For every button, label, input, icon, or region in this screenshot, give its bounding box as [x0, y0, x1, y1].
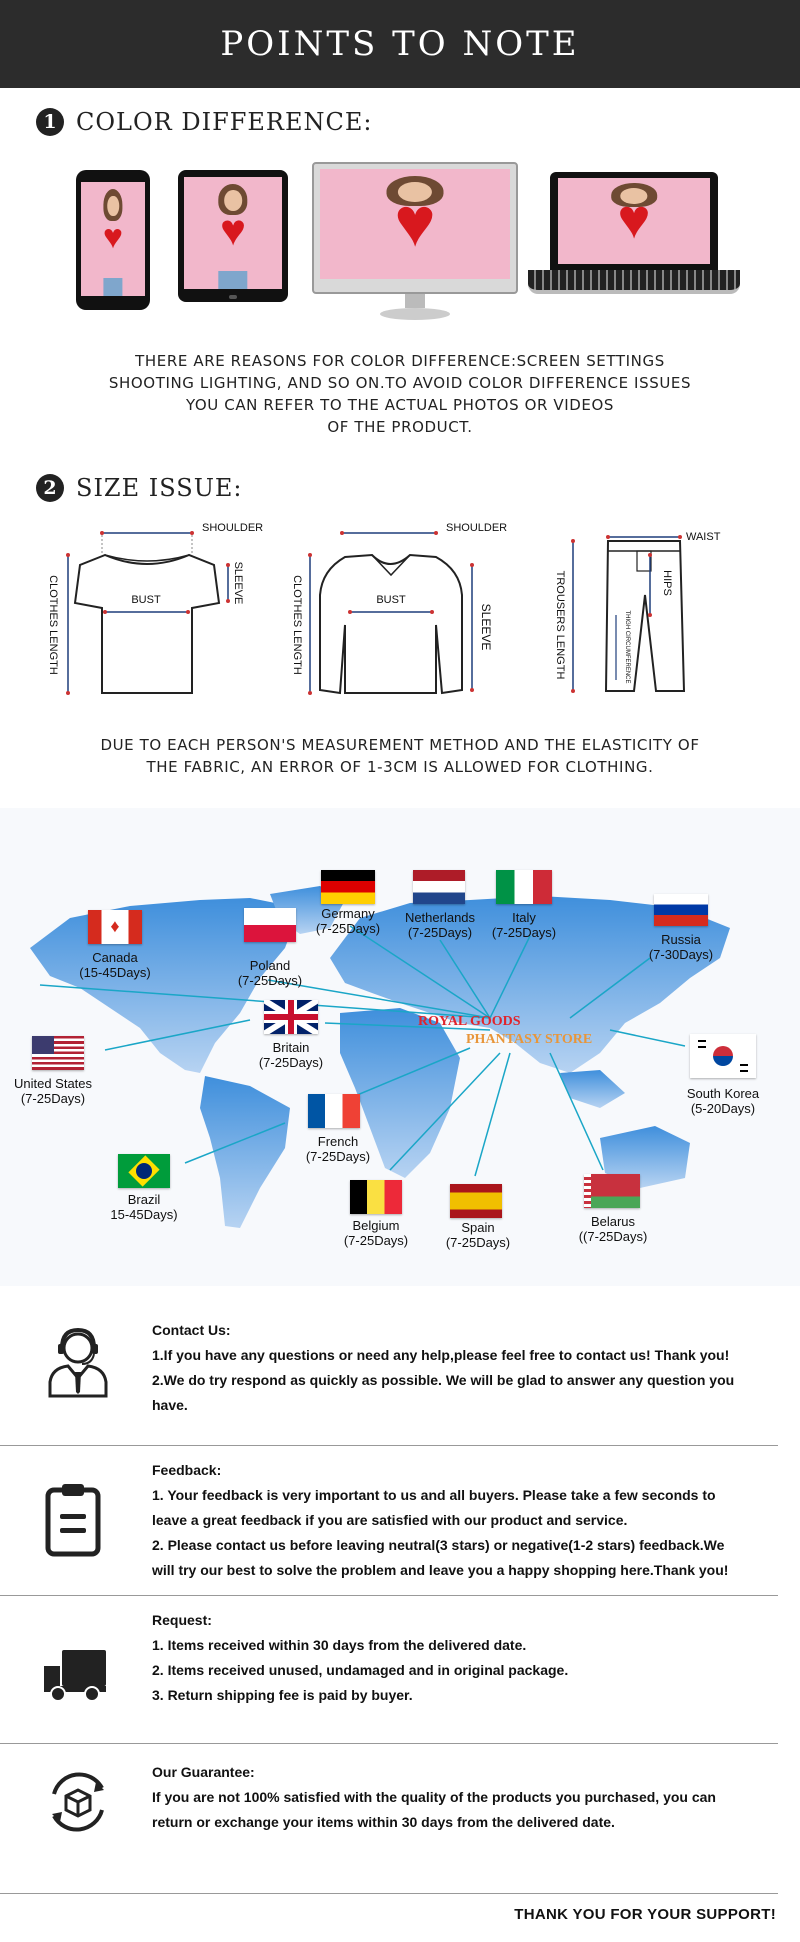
guarantee-line: return or exchange your items within 30 days from the delivered date. — [152, 1814, 615, 1830]
germany-flag — [321, 870, 375, 904]
sleeve-label: SLEEVE — [232, 561, 244, 605]
size-diagrams — [0, 515, 800, 700]
feedback-title: Feedback: — [152, 1462, 222, 1478]
hips-label: HIPS — [661, 570, 673, 596]
tshirt-diagram — [47, 522, 263, 695]
request-line: 2. Items received unused, undamaged and in original package. — [152, 1662, 569, 1678]
page-header — [0, 0, 800, 88]
country-brazil: Brazil 15-45Days) — [110, 1192, 178, 1222]
return-package-icon — [40, 1764, 116, 1840]
country-belarus: Belarus ((7-25Days) — [578, 1214, 648, 1244]
product-photo: ♥ — [184, 177, 282, 289]
store-name-line2: PHANTASY STORE — [466, 1032, 593, 1047]
brazil-flag — [118, 1154, 170, 1188]
note-line: THERE ARE REASONS FOR COLOR DIFFERENCE:SCREEN SETTINGS — [135, 352, 665, 370]
country-russia: Russia (7-30Days) — [648, 932, 714, 962]
poland-flag — [244, 908, 296, 942]
country-spain: Spain (7-25Days) — [445, 1220, 511, 1250]
feedback-line: will try our best to solve the problem and leave you a happy shopping here.Thank you! — [152, 1562, 729, 1578]
contact-section — [0, 1300, 778, 1446]
italy-flag — [496, 870, 552, 904]
sweater-diagram — [291, 522, 507, 695]
feedback-section — [0, 1446, 778, 1596]
contact-text — [152, 1318, 762, 1418]
length-label: CLOTHES LENGTH — [291, 575, 303, 675]
size-issue-heading — [36, 474, 243, 502]
shipping-map — [0, 808, 800, 1286]
contact-title: Contact Us: — [152, 1322, 231, 1338]
canada-flag: ♦ — [88, 910, 142, 944]
note-line: OF THE PRODUCT. — [327, 418, 473, 436]
united-states-flag — [32, 1036, 84, 1070]
product-photo: ♥ — [558, 178, 710, 264]
netherlands-flag — [413, 870, 465, 904]
guarantee-title: Our Guarantee: — [152, 1764, 255, 1780]
south-korea-flag — [690, 1034, 756, 1078]
country-italy: Italy (7-25Days) — [491, 910, 557, 940]
britain-flag — [264, 1000, 318, 1034]
feedback-line: 2. Please contact us before leaving neutral(3 stars) or negative(1-2 stars) feedback.We — [152, 1537, 725, 1553]
section-title: SIZE ISSUE: — [76, 474, 243, 502]
country-poland: Poland (7-25Days) — [237, 958, 303, 988]
section-number: 1 — [36, 108, 64, 136]
size-issue-note — [0, 734, 800, 778]
sleeve-label: SLEEVE — [479, 603, 493, 651]
country-germany: Germany (7-25Days) — [315, 906, 381, 936]
feedback-text — [152, 1458, 762, 1583]
request-section — [0, 1596, 778, 1744]
store-name-line1: ROYAL GOODS — [418, 1014, 521, 1029]
note-line: THE FABRIC, AN ERROR OF 1-3CM IS ALLOWED FOR CLOTHING. — [146, 758, 654, 776]
shoulder-label: SHOULDER — [202, 522, 264, 534]
request-line: 3. Return shipping fee is paid by buyer. — [152, 1687, 413, 1703]
color-difference-heading — [36, 108, 372, 136]
tablet-device — [178, 170, 288, 302]
request-line: 1. Items received within 30 days from the delivered date. — [152, 1637, 527, 1653]
thigh-label: THIGH CIRCUMFERENCE — [624, 610, 630, 684]
belgium-flag — [350, 1180, 402, 1214]
guarantee-text — [152, 1760, 762, 1835]
country-belgium: Belgium (7-25Days) — [343, 1218, 409, 1248]
monitor-device — [312, 162, 518, 322]
trousers-diagram — [554, 531, 721, 693]
length-label: CLOTHES LENGTH — [47, 575, 59, 675]
feedback-line: 1. Your feedback is very important to us and all buyers. Please take a few seconds to — [152, 1487, 716, 1503]
bust-label: BUST — [131, 594, 161, 606]
color-difference-note — [0, 350, 800, 438]
delivery-truck-icon — [40, 1638, 116, 1714]
page-title: POINTS TO NOTE — [220, 24, 580, 64]
spain-flag — [450, 1184, 502, 1218]
country-south-korea: South Korea (5-20Days) — [686, 1086, 760, 1116]
guarantee-line: If you are not 100% satisfied with the quality of the products you purchased, you can — [152, 1789, 716, 1805]
country-netherlands: Netherlands (7-25Days) — [404, 910, 476, 940]
country-britain: Britain (7-25Days) — [258, 1040, 324, 1070]
product-photo: ♥ — [81, 182, 145, 296]
contact-line: 2.We do try respond as quickly as possible. We will be glad to answer any question you — [152, 1372, 735, 1388]
waist-label: WAIST — [686, 531, 721, 543]
russia-flag — [654, 894, 708, 926]
feedback-line: leave a great feedback if you are satisfied with our product and service. — [152, 1512, 628, 1528]
note-line: SHOOTING LIGHTING, AND SO ON.TO AVOID COLOR DIFFERENCE ISSUES — [108, 374, 692, 392]
shoulder-label: SHOULDER — [446, 522, 508, 534]
contact-line: 1.If you have any questions or need any help,please feel free to contact us! Thank you! — [152, 1347, 730, 1363]
country-canada: Canada (15-45Days) — [79, 950, 151, 980]
length-label: TROUSERS LENGTH — [554, 570, 566, 680]
product-photo: ♥ — [320, 169, 510, 279]
guarantee-section — [0, 1744, 778, 1894]
section-title: COLOR DIFFERENCE: — [76, 108, 373, 136]
phone-device — [76, 170, 150, 310]
country-french: French (7-25Days) — [305, 1134, 371, 1164]
country-united-states: United States (7-25Days) — [13, 1076, 93, 1106]
clipboard-icon — [40, 1484, 116, 1560]
laptop-device — [528, 172, 740, 298]
request-title: Request: — [152, 1612, 212, 1628]
bust-label: BUST — [376, 594, 406, 606]
france-flag — [308, 1094, 360, 1128]
thank-you-footer: THANK YOU FOR YOUR SUPPORT! — [514, 1906, 776, 1923]
note-line: DUE TO EACH PERSON'S MEASUREMENT METHOD AND THE ELASTICITY OF — [100, 736, 700, 754]
support-agent-icon — [40, 1322, 116, 1398]
section-number: 2 — [36, 474, 64, 502]
belarus-flag — [584, 1174, 640, 1208]
note-line: YOU CAN REFER TO THE ACTUAL PHOTOS OR VIDEOS — [185, 396, 615, 414]
contact-line: have. — [152, 1397, 188, 1413]
request-text — [152, 1608, 762, 1708]
